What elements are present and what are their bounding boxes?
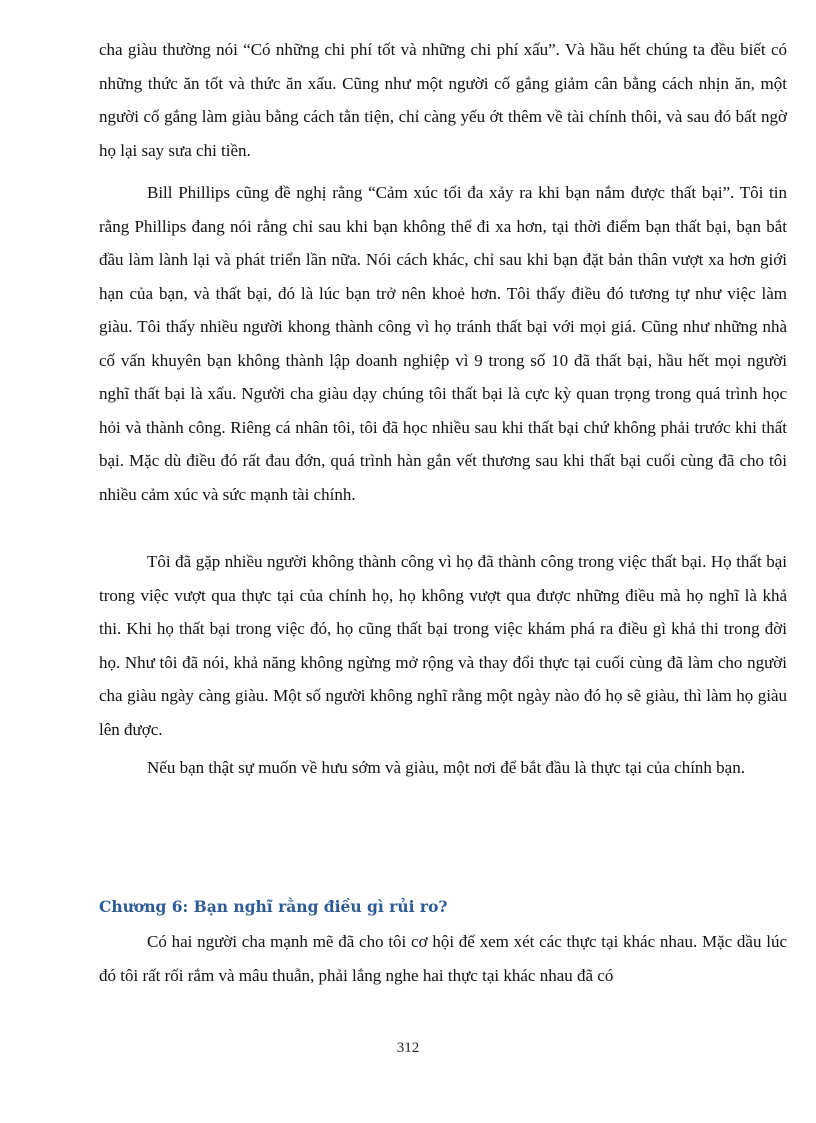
paragraph-1: cha giàu thường nói “Có những chi phí tốt và những chi phí xấu”. Và hầu hết chúng ta đều biết có những thức ăn tốt và thức ăn xấu. Cũng như một người cố gắng giảm cân bằng cách nhịn ăn, một người cố gắng làm giàu bằng cách tằn tiện, chỉ càng yếu ớt thêm về tài chính thôi, và sau đó bất ngờ họ lại say sưa chi tiền. — [99, 40, 787, 160]
paragraph-2: Bill Phillips cũng đề nghị rằng “Cảm xúc tối đa xảy ra khi bạn nắm được thất bại”. Tôi tin rằng Phillips đang nói rằng chỉ sau khi bạn không thể đi xa hơn, tại thời điểm bạn thất bại, bạn bắt đầu làm lành lại và phát triển lần nữa. Nói cách khác, chỉ sau khi bạn đặt bản thân vượt xa hơn giới hạn của bạn, và thất bại, đó là lúc bạn trở nên khoẻ hơn. Tôi thấy điều đó tương tự như việc làm giàu. Tôi thấy nhiều người khong thành công vì họ tránh thất bại với mọi giá. Cũng như những nhà cố vấn khuyên bạn không thành lập doanh nghiệp vì 9 trong số 10 đã thất bại, hầu hết mọi người nghĩ thất bại là xấu. Người cha giàu dạy chúng tôi thất bại là cực kỳ quan trọng trong quá trình học hỏi và thành công. Riêng cá nhân tôi, tôi đã học nhiều sau khi thất bại chứ không phải trước khi thất bại. Mặc dù điều đó rất đau đớn, quá trình hàn gắn vết thương sau khi thất bại cuối cùng đã cho tôi nhiều cảm xúc và sức mạnh tài chính. — [99, 183, 787, 504]
chapter-heading: Chương 6: Bạn nghĩ rằng điều gì rủi ro? — [99, 897, 448, 916]
paragraph-3: Tôi đã gặp nhiều người không thành công vì họ đã thành công trong việc thất bại. Họ thất bại trong việc vượt qua thực tại của chính họ, họ không vượt qua được những điều mà họ nghĩ là khả thi. Khi họ thất bại trong việc đó, họ cũng thất bại trong việc khám phá ra điều gì khả thi trong đời họ. Như tôi đã nói, khả năng không ngừng mở rộng và thay đổi thực tại cuối cùng đã làm cho người cha giàu ngày càng giàu. Một số người không nghĩ rằng một ngày nào đó họ sẽ giàu, thì làm họ giàu lên được. — [99, 552, 787, 739]
paragraph-4: Nếu bạn thật sự muốn về hưu sớm và giàu, một nơi để bắt đầu là thực tại của chính bạn. — [147, 758, 745, 777]
chapter-paragraph: Có hai người cha mạnh mẽ đã cho tôi cơ hội để xem xét các thực tại khác nhau. Mặc dầu lúc đó tôi rất rối rắm và mâu thuẫn, phải lắng nghe hai thực tại khác nhau đã có — [99, 932, 787, 985]
page-number: 312 — [396, 1040, 420, 1056]
